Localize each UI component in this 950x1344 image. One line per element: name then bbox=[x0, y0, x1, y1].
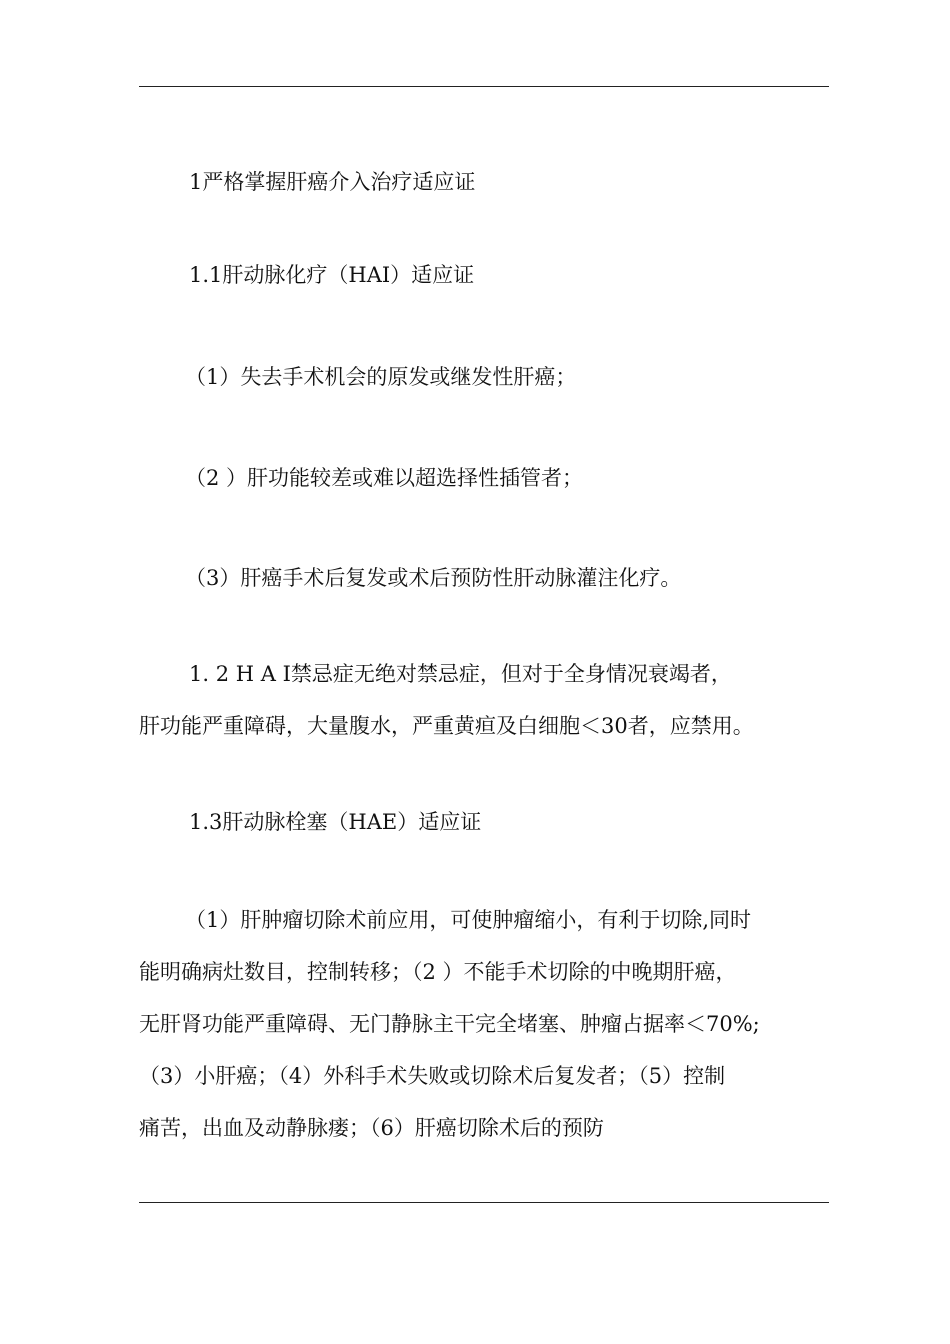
hae-line-4: （3）小肝癌；（4）外科手术失败或切除术后复发者；（5）控制 bbox=[139, 1064, 726, 1088]
hai-item-1: （1）失去手术机会的原发或继发性肝癌； bbox=[185, 365, 577, 389]
heading-1-1: 1.1肝动脉化疗（HAI）适应证 bbox=[189, 263, 475, 287]
section-1-2-line-2: 肝功能严重障碍，大量腹水，严重黄疸及白细胞＜30者，应禁用。 bbox=[139, 714, 754, 738]
hae-paragraph bbox=[139, 894, 829, 1154]
heading-1-3: 1.3肝动脉栓塞（HAE）适应证 bbox=[189, 810, 482, 834]
hae-line-3: 无肝肾功能严重障碍、无门静脉主干完全堵塞、肿瘤占据率＜70%; bbox=[139, 1012, 760, 1036]
hae-line-2: 能明确病灶数目，控制转移；（2 ）不能手术切除的中晚期肝癌， bbox=[139, 960, 737, 984]
hae-line-5: 痛苦，出血及动静脉瘘；（6）肝癌切除术后的预防 bbox=[139, 1116, 604, 1140]
hai-item-3: （3）肝癌手术后复发或术后预防性肝动脉灌注化疗。 bbox=[185, 566, 682, 590]
header-rule bbox=[139, 86, 829, 87]
hae-line-1: （1）肝肿瘤切除术前应用，可使肿瘤缩小，有利于切除,同时 bbox=[185, 908, 752, 932]
footer-rule bbox=[139, 1202, 829, 1203]
hai-item-2: （2 ）肝功能较差或难以超选择性插管者； bbox=[185, 466, 584, 490]
section-1-2-paragraph bbox=[139, 648, 829, 752]
section-1-2-line-1: 1. 2 H A I禁忌症无绝对禁忌症，但对于全身情况衰竭者， bbox=[189, 662, 732, 686]
heading-1: 1严格掌握肝癌介入治疗适应证 bbox=[189, 170, 476, 194]
